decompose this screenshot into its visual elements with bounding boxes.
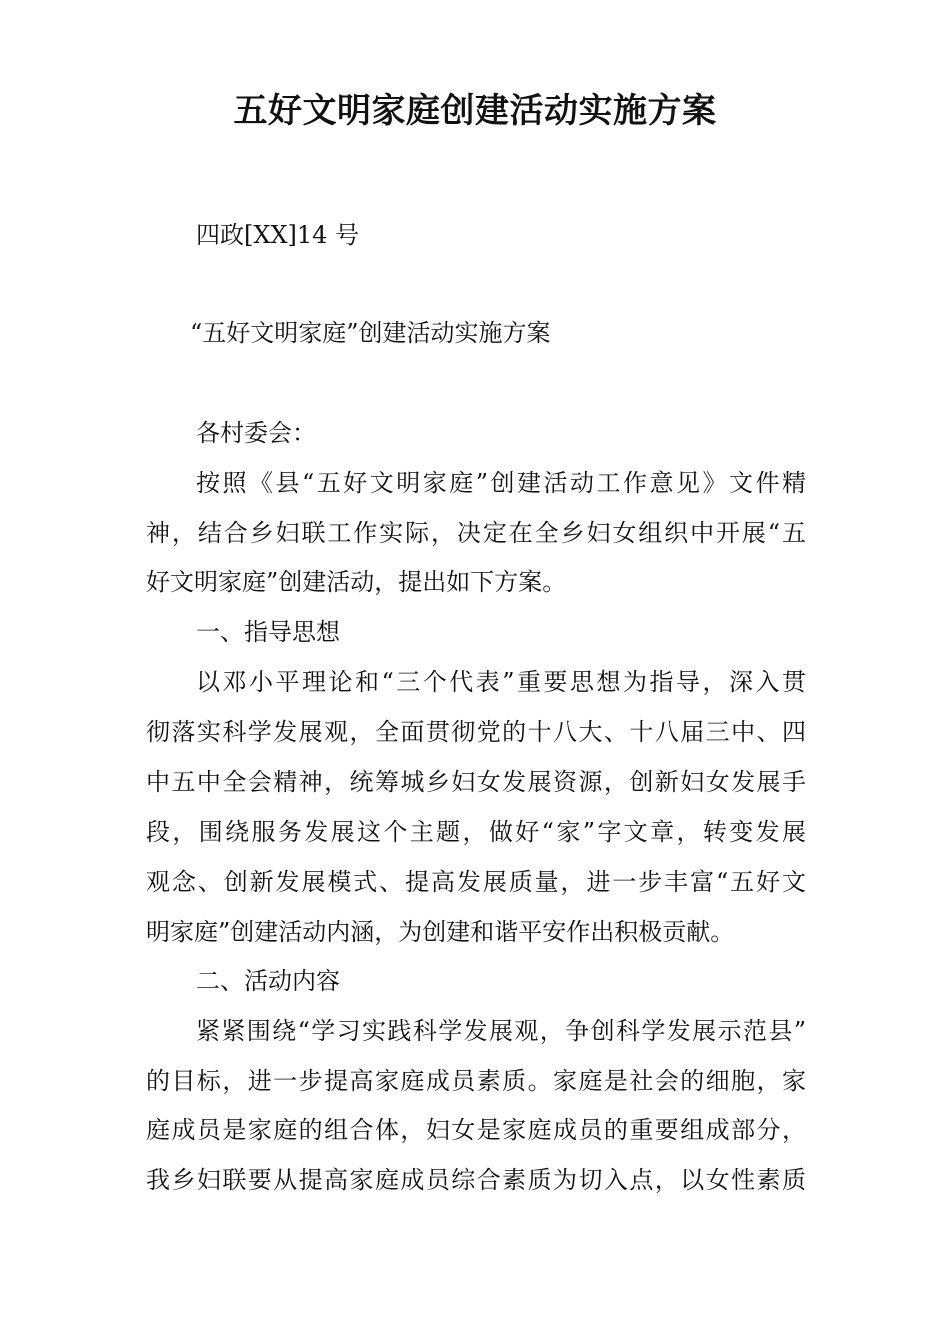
document-title: 五好文明家庭创建活动实施方案 xyxy=(233,91,717,131)
paragraph-line: 的目标，进一步提高家庭成员素质。家庭是社会的细胞，家 xyxy=(146,1067,806,1095)
paragraph-line: 神，结合乡妇联工作实际，决定在全乡妇女组织中开展“五 xyxy=(146,519,806,547)
paragraph-line: 紧紧围绕“学习实践科学发展观，争创科学发展示范县” xyxy=(196,1017,806,1045)
paragraph-line: 明家庭”创建活动内涵，为创建和谐平安作出积极贡献。 xyxy=(146,918,735,946)
paragraph-line: 好文明家庭”创建活动，提出如下方案。 xyxy=(146,568,567,596)
document-subtitle: “五好文明家庭”创建活动实施方案 xyxy=(190,319,551,347)
salutation: 各村委会： xyxy=(196,419,316,447)
paragraph-line: 彻落实科学发展观，全面贯彻党的十八大、十八届三中、四 xyxy=(146,718,806,746)
paragraph-line: 按照《县“五好文明家庭”创建活动工作意见》文件精 xyxy=(196,469,806,497)
document-number: 四政[XX]14 号 xyxy=(196,221,360,249)
paragraph-line: 我乡妇联要从提高家庭成员综合素质为切入点，以女性素质 xyxy=(146,1166,806,1194)
section-heading: 二、活动内容 xyxy=(196,967,340,995)
paragraph-line: 段，围绕服务发展这个主题，做好“家”字文章，转变发展 xyxy=(146,818,806,846)
paragraph-line: 以邓小平理论和“三个代表”重要思想为指导，深入贯 xyxy=(196,668,806,696)
paragraph-line: 中五中全会精神，统筹城乡妇女发展资源，创新妇女发展手 xyxy=(146,768,806,796)
paragraph-line: 观念、创新发展模式、提高发展质量，进一步丰富“五好文 xyxy=(146,868,806,896)
paragraph-line: 庭成员是家庭的组合体，妇女是家庭成员的重要组成部分， xyxy=(146,1116,806,1144)
section-heading: 一、指导思想 xyxy=(196,618,340,646)
